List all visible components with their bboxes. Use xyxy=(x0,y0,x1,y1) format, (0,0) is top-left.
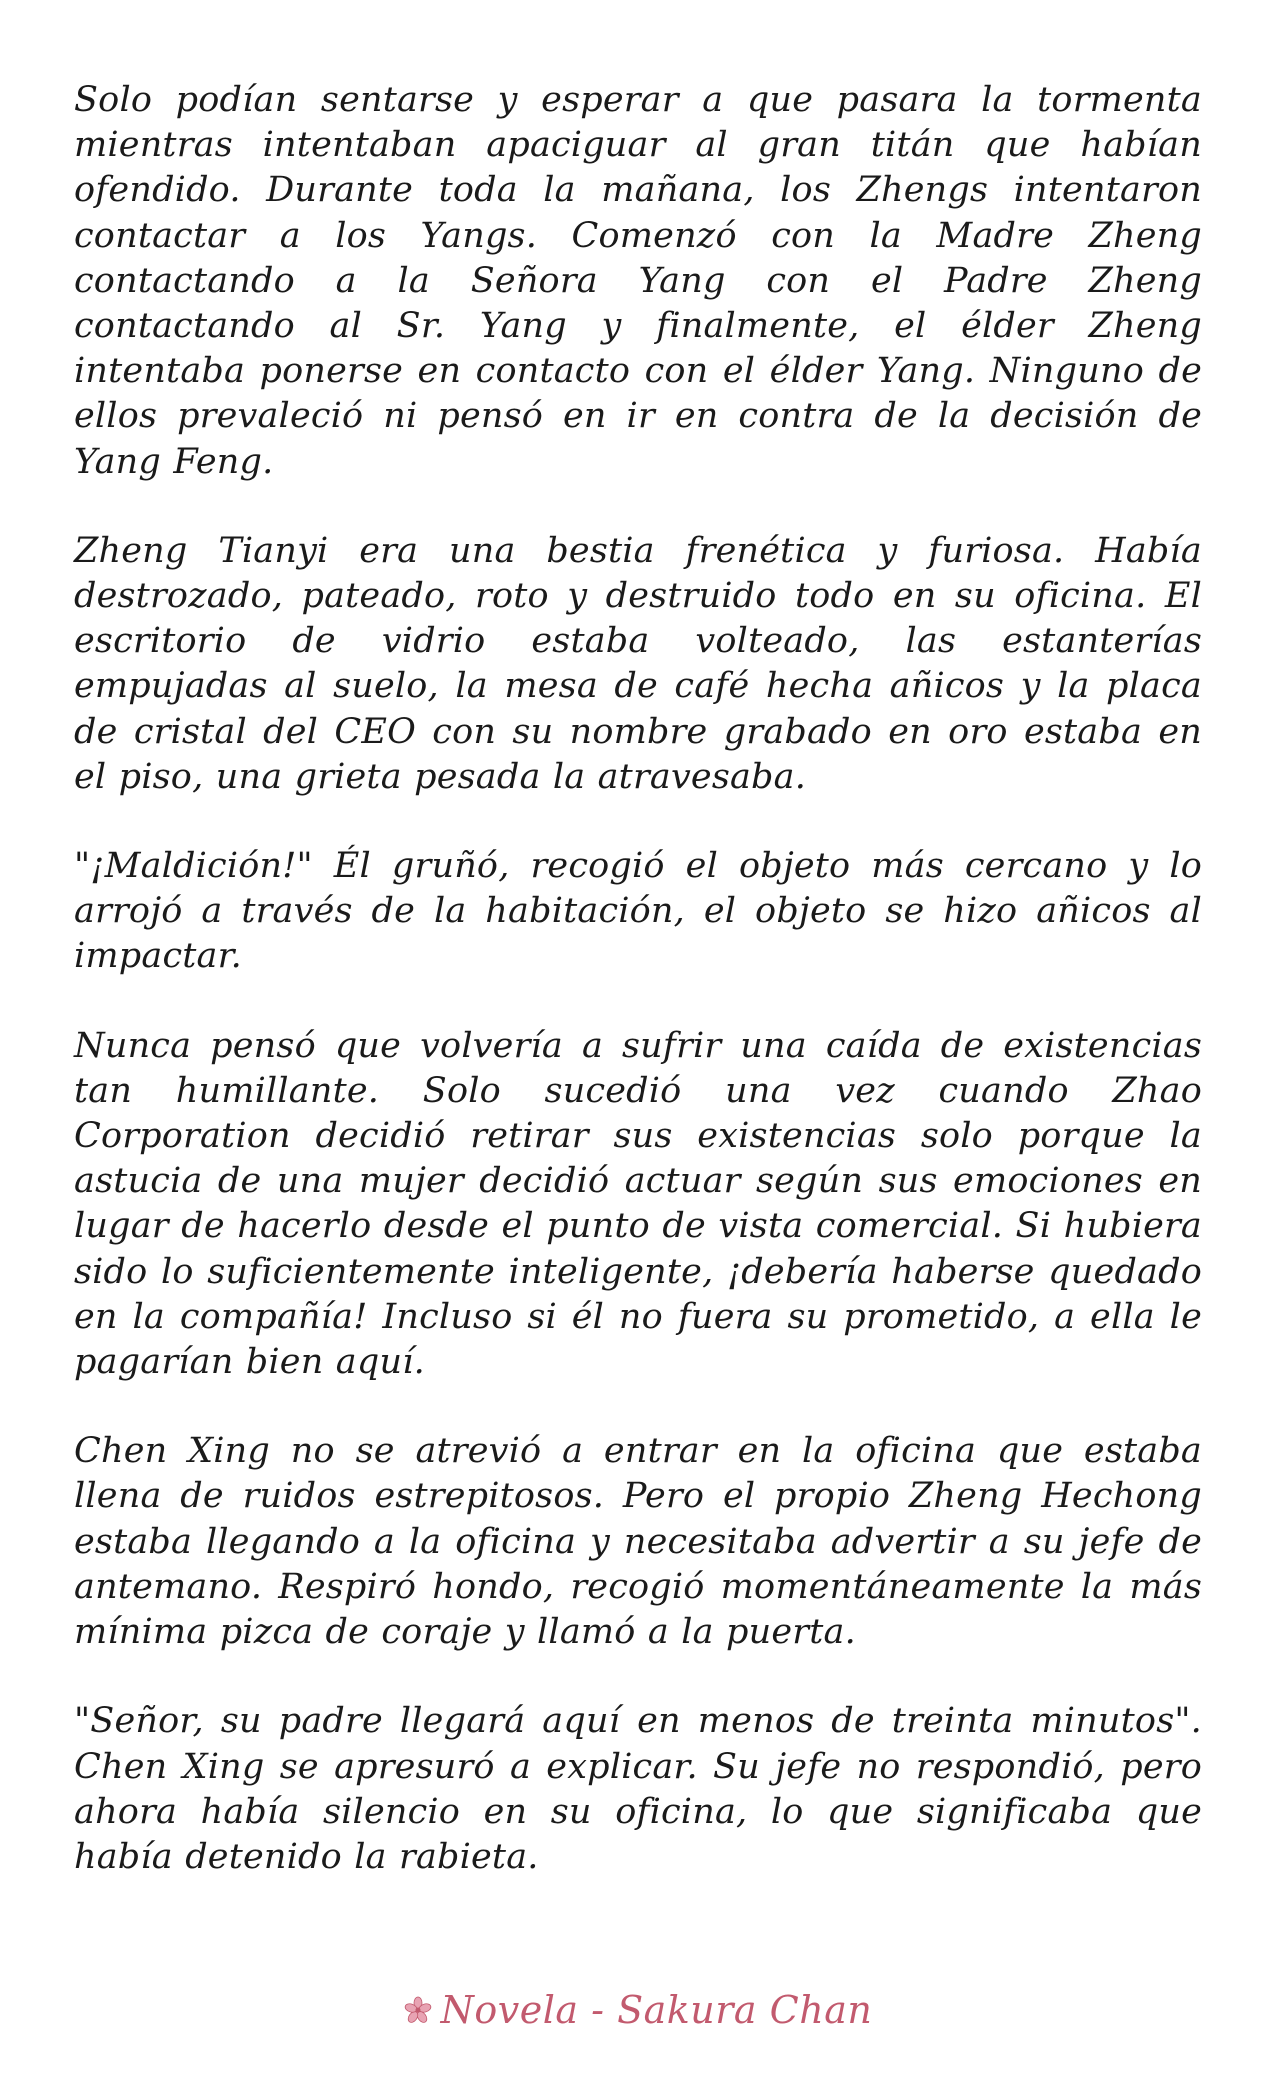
sakura-flower-icon xyxy=(403,1995,433,2025)
paragraph-5: Chen Xing no se atrevió a entrar en la oficina que estaba llena de ruidos estrepitosos. Pero el propio Zheng Hechong estaba llegando a la oficina y necesitaba advertir a su jefe de antemano. Respiró hondo, recogió momentáneamente la más mínima pizca de coraje y llamó a la puerta. xyxy=(74,1431,1202,1653)
paragraph-4: Nunca pensó que volvería a sufrir una caída de existencias tan humillante. Solo sucedió una vez cuando Zhao Corporation decidió retirar sus existencias solo porque la astucia de una mujer decidió actuar según sus emociones en lugar de hacerlo desde el punto de vista comercial. Si hubiera sido lo suficientemente inteligente, ¡debería haberse quedado en la compañía! Incluso si él no fuera su prometido, a ella le pagarían bien aquí. xyxy=(74,1025,1202,1383)
paragraph-6: "Señor, su padre llegará aquí en menos de treinta minutos". Chen Xing se apresuró a explicar. Su jefe no respondió, pero ahora había silencio en su oficina, lo que significaba que había detenido la rabieta. xyxy=(74,1701,1202,1877)
footer-watermark xyxy=(0,1985,1275,2035)
paragraph-1: Solo podían sentarse y esperar a que pasara la tormenta mientras intentaban apaciguar al gran titán que habían ofendido. Durante toda la mañana, los Zhengs intentaron contactar a los Yangs. Comenzó con la Madre Zheng contactando a la Señora Yang con el Padre Zheng contactando al Sr. Yang y finalmente, el élder Zheng intentaba ponerse en contacto con el élder Yang. Ninguno de ellos prevaleció ni pensó en ir en contra de la decisión de Yang Feng. xyxy=(74,80,1202,482)
paragraph-3: "¡Maldición!" Él gruñó, recogió el objeto más cercano y lo arrojó a través de la habitación, el objeto se hizo añicos al impactar. xyxy=(74,846,1202,977)
document-body xyxy=(74,78,1202,1924)
footer-text: Novela - Sakura Chan xyxy=(440,1988,873,2032)
paragraph-2: Zheng Tianyi era una bestia frenética y furiosa. Había destrozado, pateado, roto y destruido todo en su oficina. El escritorio de vidrio estaba volteado, las estanterías empujadas al suelo, la mesa de café hecha añicos y la placa de cristal del CEO con su nombre grabado en oro estaba en el piso, una grieta pesada la atravesaba. xyxy=(74,530,1202,797)
